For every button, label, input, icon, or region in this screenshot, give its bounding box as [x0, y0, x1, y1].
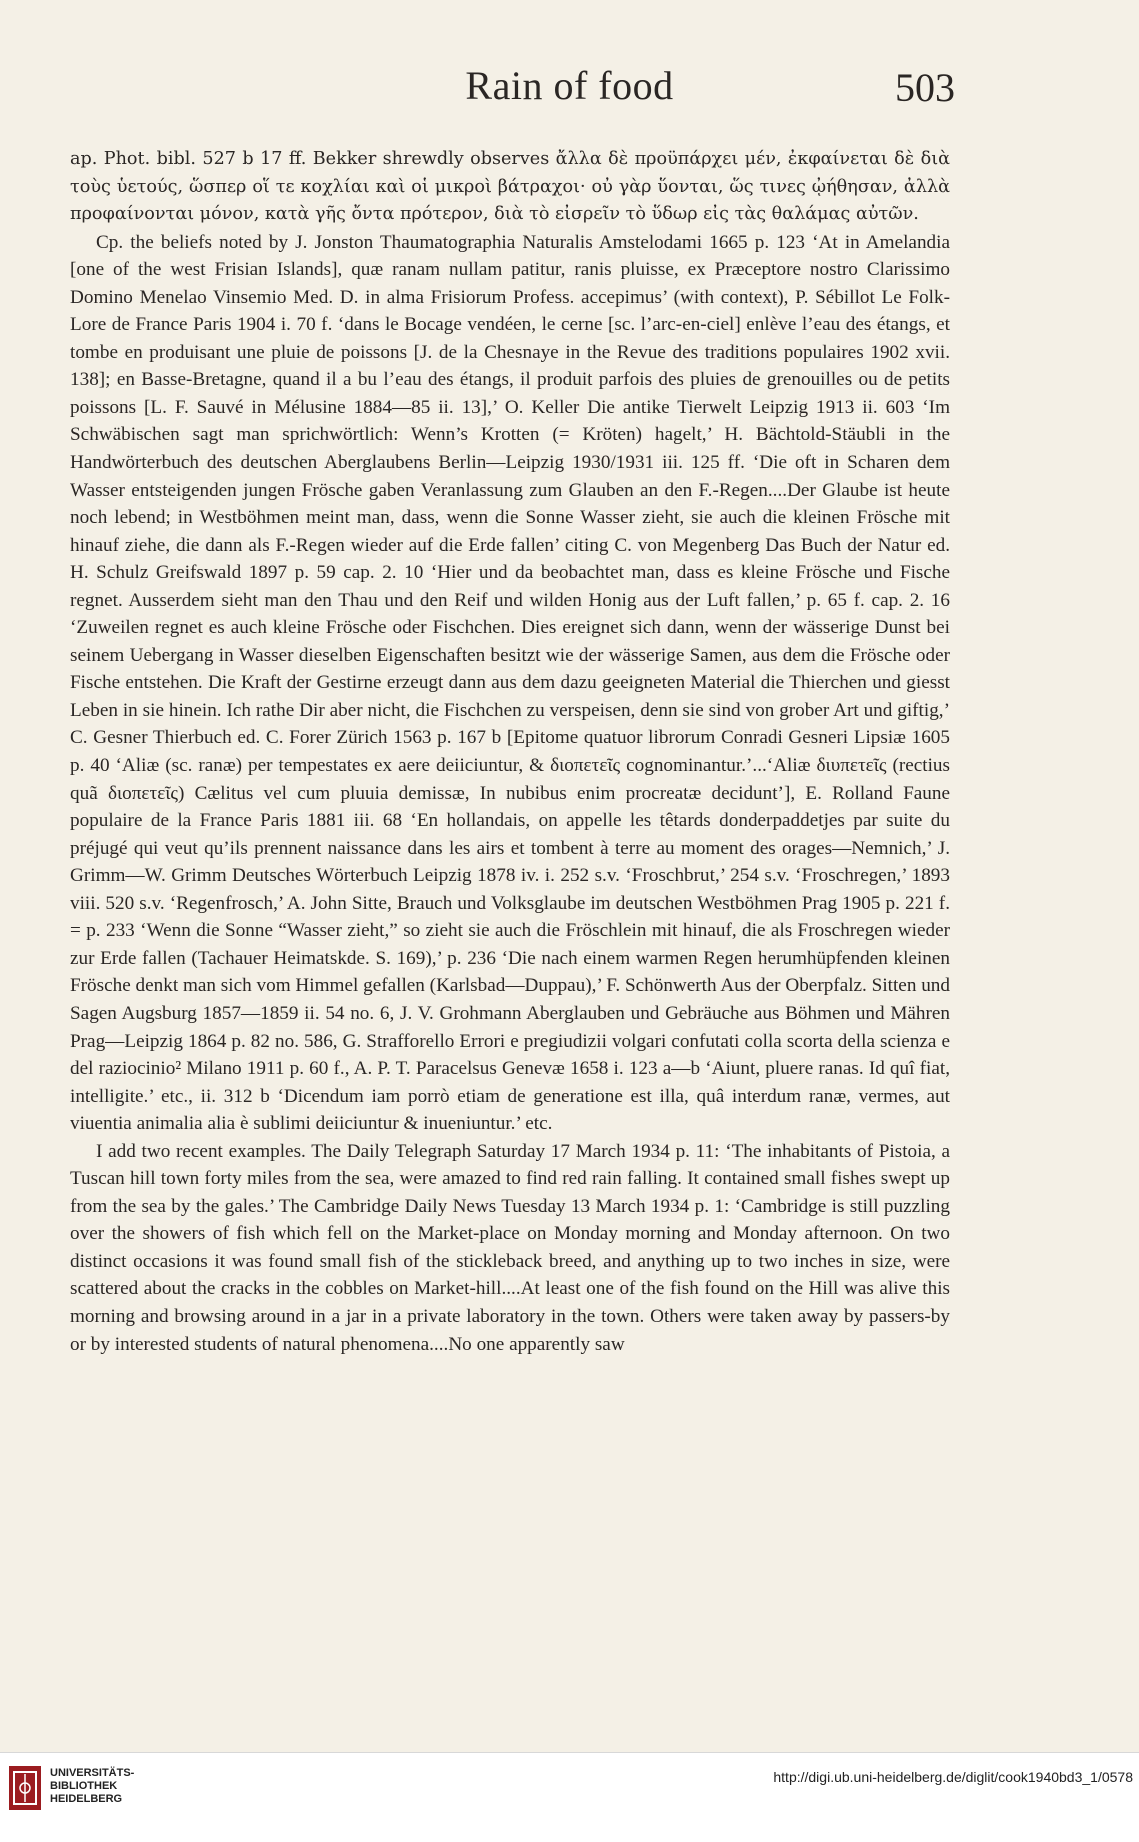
- running-header: [0, 62, 1139, 122]
- library-footer: [0, 1752, 1139, 1842]
- paragraph-recent-examples: I add two recent examples. The Daily Telegraph Saturday 17 March 1934 p. 11: ‘The inhabitants of Pistoia, a Tuscan hill town forty miles from the sea, were amazed to find red rain falling. It contained small fishes swept up from the sea by the gales.’ The Cambridge Daily News Tuesday 13 March 1934 p. 1: ‘Cambridge is still puzzling over the showers of fish which fell on the Market-place on Monday morning and Monday afternoon. On two distinct occasions it was found small fish of the stickleback breed, and anything up to two inches in size, were scattered about the cracks in the cobbles on Market-hill....At least one of the fish found on the Hill was alive this morning and browsing around in a jar in a private laboratory in the town. Others were taken away by passers-by or by interested students of natural phenomena....No one apparently saw: [70, 1140, 950, 1355]
- institution-line: UNIVERSITÄTS-: [50, 1767, 135, 1779]
- institution-name: [50, 1767, 134, 1806]
- institution-line: HEIDELBERG: [50, 1793, 123, 1805]
- paragraph-greek-quote: ap. Phot. bibl. 527 b 17 ff. Bekker shrewdly observes ἄλλα δὲ προϋπάρχει μέν, ἐκφαίνεται δὲ διὰ τοὺς ὑετούς, ὥσπερ οἵ τε κοχλίαι καὶ οἱ μικροὶ βάτραχοι· οὐ γὰρ ὕονται, ὥς τινες ᾠήθησαν, ἀλλὰ προφαίνονται μόνον, κατὰ γῆς ὄντα πρότερον, διὰ τὸ εἰσρεῖν τὸ ὕδωρ εἰς τὰς θαλάμας αὐτῶν.: [70, 149, 950, 225]
- institution-line: BIBLIOTHEK: [50, 1780, 118, 1792]
- permalink-url[interactable]: http://digi.ub.uni-heidelberg.de/diglit/cook1940bd3_1/0578: [773, 1769, 1133, 1785]
- body-text: [70, 146, 950, 1358]
- university-seal-icon: [8, 1765, 42, 1811]
- paragraph-beliefs: Cp. the beliefs noted by J. Jonston Thaumatographia Naturalis Amstelodami 1665 p. 123 ‘At in Amelandia [one of the west Frisian Islands], quæ ranam nullam patitur, ranis pluisse, ex Præceptore nostro Clarissimo Domino Menelao Vinsemio Med. D. in alma Frisiorum Profess. accepimus’ (with context), P. Sébillot Le Folk-Lore de France Paris 1904 i. 70 f. ‘dans le Bocage vendéen, le cerne [sc. l’arc-en-ciel] enlève l’eau des étangs, et tombe en produisant une pluie de poissons [J. de la Chesnaye in the Revue des traditions populaires 1902 xvii. 138]; en Basse-Bretagne, quand il a bu l’eau des étangs, il produit parfois des pluies de grenouilles ou de petits poissons [L. F. Sauvé in Mélusine 1884—85 ii. 13],’ O. Keller Die antike Tierwelt Leipzig 1913 ii. 603 ‘Im Schwäbischen sagt man sprichwörtlich: Wenn’s Krotten (= Kröten) hagelt,’ H. Bächtold-Stäubli in the Handwörterbuch des deutschen Aberglaubens Berlin—Leipzig 1930/1931 iii. 125 ff. ‘Die oft in Scharen dem Wasser entsteigenden jungen Frösche gaben Veranlassung zum Glauben an den F.-Regen....Der Glaube ist heute noch lebend; in Westböhmen meint man, dass, wenn die Sonne Wasser zieht, sie auch die kleinen Frösche mit hinauf ziehe, die dann als F.-Regen wieder auf die Erde fallen’ citing C. von Megenberg Das Buch der Natur ed. H. Schulz Greifswald 1897 p. 59 cap. 2. 10 ‘Hier und da beobachtet man, dass es kleine Frösche und Fische regnet. Ausserdem sieht man den Thau und den Reif und wilden Honig aus der Luft fallen,’ p. 65 f. cap. 2. 16 ‘Zuweilen regnet es auch kleine Frösche oder Fischchen. Dies ereignet sich dann, wenn der wässerige Dunst bei seinem Uebergang in Wasser dieselben Eigenschaften besitzt wie der wässerige Samen, aus dem die Frösche oder Fische entstehen. Die Kraft der Gestirne erzeugt dann aus dem dazu geeigneten Material die Thierchen und giesst Leben in sie hinein. Ich rathe Dir aber nicht, die Fischchen zu verspeisen, denn sie sind von grober Art und giftig,’ C. Gesner Thierbuch ed. C. Forer Zürich 1563 p. 167 b [Epitome quatuor librorum Conradi Gesneri Lipsiæ 1605 p. 40 ‘Aliæ (sc. ranæ) per tempestates ex aere deiiciuntur, & διοπετεῖς cognominantur.’...‘Aliæ διυπετεῖς (rectius quã διοπετεῖς) Cælitus vel cum pluuia demissæ, In nubibus enim procreatæ decidunt’], E. Rolland Faune populaire de la France Paris 1881 iii. 68 ‘En hollandais, on appelle les têtards donderpaddetjes par suite du préjugé qui veut qu’ils prennent naissance dans les airs et tombent à terre au moment des orages—Nemnich,’ J. Grimm—W. Grimm Deutsches Wörterbuch Leipzig 1878 iv. i. 252 s.v. ‘Froschbrut,’ 254 s.v. ‘Froschregen,’ 1893 viii. 520 s.v. ‘Regenfrosch,’ A. John Sitte, Brauch und Volksglaube im deutschen Westböhmen Prag 1905 p. 221 f. = p. 233 ‘Wenn die Sonne “Wasser zieht,” so zieht sie auch die Fröschlein mit hinauf, die als Froschregen wieder zur Erde fallen (Tachauer Heimatskde. S. 169),’ p. 236 ‘Die nach einem warmen Regen herumhüpfenden kleinen Frösche denkt man sich vom Himmel gefallen (Karlsbad—Duppau),’ F. Schönwerth Aus der Oberpfalz. Sitten und Sagen Augsburg 1857—1859 ii. 54 no. 6, J. V. Grohmann Aberglauben und Gebräuche aus Böhmen und Mähren Prag—Leipzig 1864 p. 82 no. 586, G. Strafforello Errori e pregiudizii volgari confutati colla scorta della scienza e del raziocinio² Milano 1911 p. 60 f., A. P. T. Paracelsus Genevæ 1658 i. 123 a—b ‘Aiunt, pluere ranas. Id quî fiat, intelligite.’ etc., ii. 312 b ‘Dicendum iam porrò etiam de generatione est illa, quâ interdum ranæ, vermes, aut viuentia animalia alia è sublimi deiiciuntur & inueniuntur.’ etc.: [70, 231, 950, 1135]
- page-number: 503: [895, 65, 955, 110]
- running-title: Rain of food: [465, 63, 674, 108]
